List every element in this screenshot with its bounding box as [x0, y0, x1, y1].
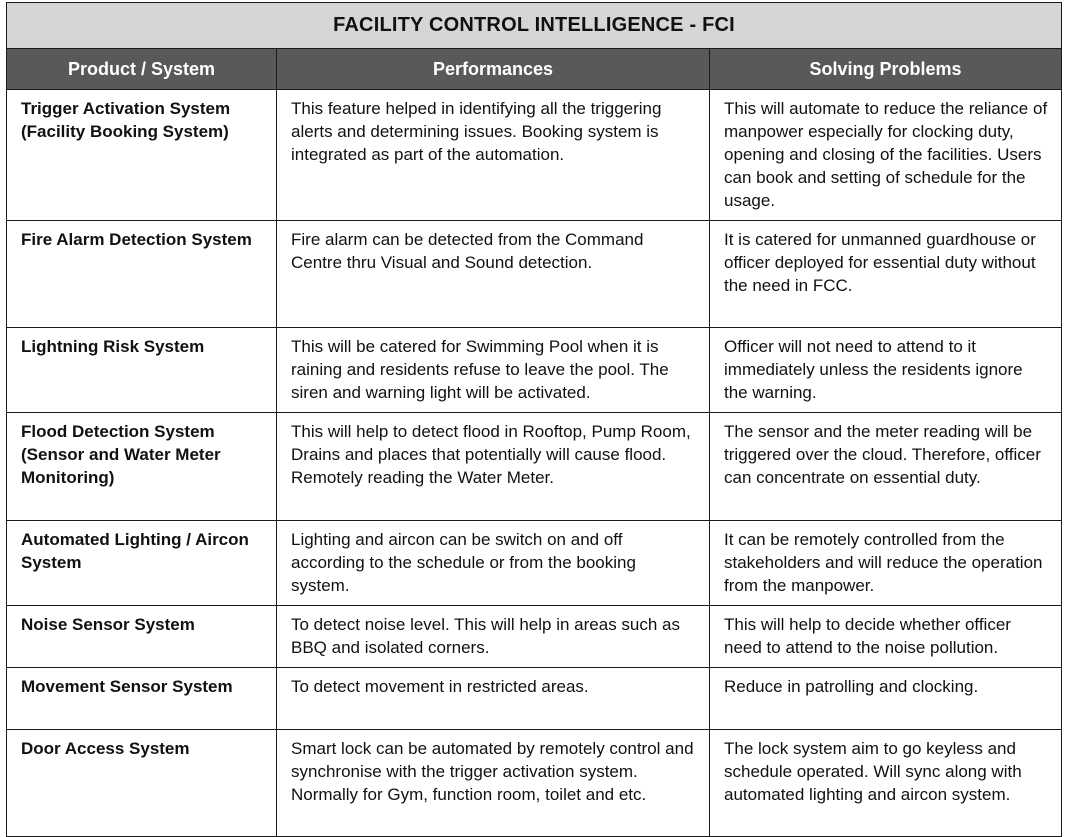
system-name-cell: Flood Detection System (Sensor and Water Meter Monitoring): [7, 413, 277, 521]
solving-problems-cell: The sensor and the meter reading will be triggered over the cloud. Therefore, officer can concentrate on essential duty.: [710, 413, 1062, 521]
system-name-cell: Door Access System: [7, 730, 277, 837]
fci-table: [6, 2, 1062, 837]
performance-cell: Lighting and aircon can be switch on and off according to the schedule or from the booking system.: [277, 521, 710, 606]
table-row: [7, 668, 1062, 730]
system-name-cell: Movement Sensor System: [7, 668, 277, 730]
table-row: [7, 413, 1062, 521]
system-name-cell: Lightning Risk System: [7, 328, 277, 413]
column-header-solving-problems: Solving Problems: [710, 49, 1062, 90]
column-header-product: Product / System: [7, 49, 277, 90]
table-title: FACILITY CONTROL INTELLIGENCE - FCI: [7, 3, 1062, 49]
table-row: [7, 606, 1062, 668]
performance-cell: Smart lock can be automated by remotely control and synchronise with the trigger activation system. Normally for Gym, function room, toilet and etc.: [277, 730, 710, 837]
performance-cell: This will help to detect flood in Rooftop, Pump Room, Drains and places that potentially will cause flood. Remotely reading the Water Meter.: [277, 413, 710, 521]
performance-cell: This feature helped in identifying all the triggering alerts and determining issues. Booking system is integrated as part of the automation.: [277, 90, 710, 221]
solving-problems-cell: It can be remotely controlled from the stakeholders and will reduce the operation from the manpower.: [710, 521, 1062, 606]
performance-cell: Fire alarm can be detected from the Command Centre thru Visual and Sound detection.: [277, 221, 710, 328]
system-name-cell: Automated Lighting / Aircon System: [7, 521, 277, 606]
column-header-performances: Performances: [277, 49, 710, 90]
performance-cell: To detect noise level. This will help in areas such as BBQ and isolated corners.: [277, 606, 710, 668]
system-name-cell: Trigger Activation System (Facility Booking System): [7, 90, 277, 221]
system-name-cell: Noise Sensor System: [7, 606, 277, 668]
solving-problems-cell: The lock system aim to go keyless and schedule operated. Will sync along with automated lighting and aircon system.: [710, 730, 1062, 837]
solving-problems-cell: This will automate to reduce the reliance of manpower especially for clocking duty, opening and closing of the facilities. Users can book and setting of schedule for the usage.: [710, 90, 1062, 221]
header-row: [7, 49, 1062, 90]
performance-cell: This will be catered for Swimming Pool when it is raining and residents refuse to leave the pool. The siren and warning light will be activated.: [277, 328, 710, 413]
solving-problems-cell: It is catered for unmanned guardhouse or officer deployed for essential duty without the need in FCC.: [710, 221, 1062, 328]
system-name-cell: Fire Alarm Detection System: [7, 221, 277, 328]
table-row: [7, 521, 1062, 606]
solving-problems-cell: This will help to decide whether officer need to attend to the noise pollution.: [710, 606, 1062, 668]
table-row: [7, 221, 1062, 328]
table-row: [7, 730, 1062, 837]
table-row: [7, 90, 1062, 221]
table-row: [7, 328, 1062, 413]
solving-problems-cell: Reduce in patrolling and clocking.: [710, 668, 1062, 730]
fci-table-container: [6, 2, 1061, 837]
performance-cell: To detect movement in restricted areas.: [277, 668, 710, 730]
solving-problems-cell: Officer will not need to attend to it immediately unless the residents ignore the warning.: [710, 328, 1062, 413]
title-row: [7, 3, 1062, 49]
